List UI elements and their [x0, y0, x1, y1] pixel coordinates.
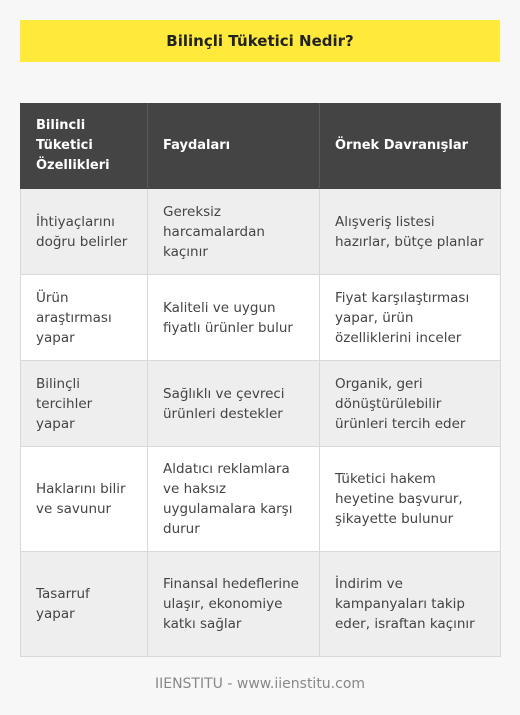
table-cell: İhtiyaçlarını doğru belirler [21, 189, 148, 275]
table-row [21, 447, 501, 552]
table-cell: Organik, geri dönüştürülebilir ürünleri tercih eder [320, 361, 501, 447]
comparison-table [20, 103, 501, 657]
footer-credit: IIENSTITU - www.iienstitu.com [154, 676, 366, 692]
table-row [21, 189, 501, 275]
table-cell: Sağlıklı ve çevreci ürünleri destekler [148, 361, 320, 447]
page-title: Bilinçli Tüketici Nedir? [166, 32, 354, 50]
table-cell: Fiyat karşılaştırması yapar, ürün özelliklerini inceler [320, 275, 501, 361]
table-cell: Finansal hedeflerine ulaşır, ekonomiye katkı sağlar [148, 552, 320, 657]
table-row [21, 275, 501, 361]
header-cell-examples: Örnek Davranışlar [320, 104, 501, 189]
table-cell: Bilinçli tercihler yapar [21, 361, 148, 447]
table-cell: Tüketici hakem heyetine başvurur, şikayette bulunur [320, 447, 501, 552]
table-header-row [21, 104, 501, 189]
table-cell: Ürün araştırması yapar [21, 275, 148, 361]
header-cell-benefits: Faydaları [148, 104, 320, 189]
header-cell-features: Bilincli Tüketici Özellikleri [21, 104, 148, 189]
table-cell: Haklarını bilir ve savunur [21, 447, 148, 552]
table-row [21, 361, 501, 447]
table-row [21, 552, 501, 657]
table-cell: İndirim ve kampanyaları takip eder, israftan kaçınır [320, 552, 501, 657]
title-banner [20, 20, 500, 62]
table-cell: Alışveriş listesi hazırlar, bütçe planlar [320, 189, 501, 275]
table-cell: Kaliteli ve uygun fiyatlı ürünler bulur [148, 275, 320, 361]
table-cell: Tasarruf yapar [21, 552, 148, 657]
table-cell: Gereksiz harcamalardan kaçınır [148, 189, 320, 275]
table-cell: Aldatıcı reklamlara ve haksız uygulamalara karşı durur [148, 447, 320, 552]
